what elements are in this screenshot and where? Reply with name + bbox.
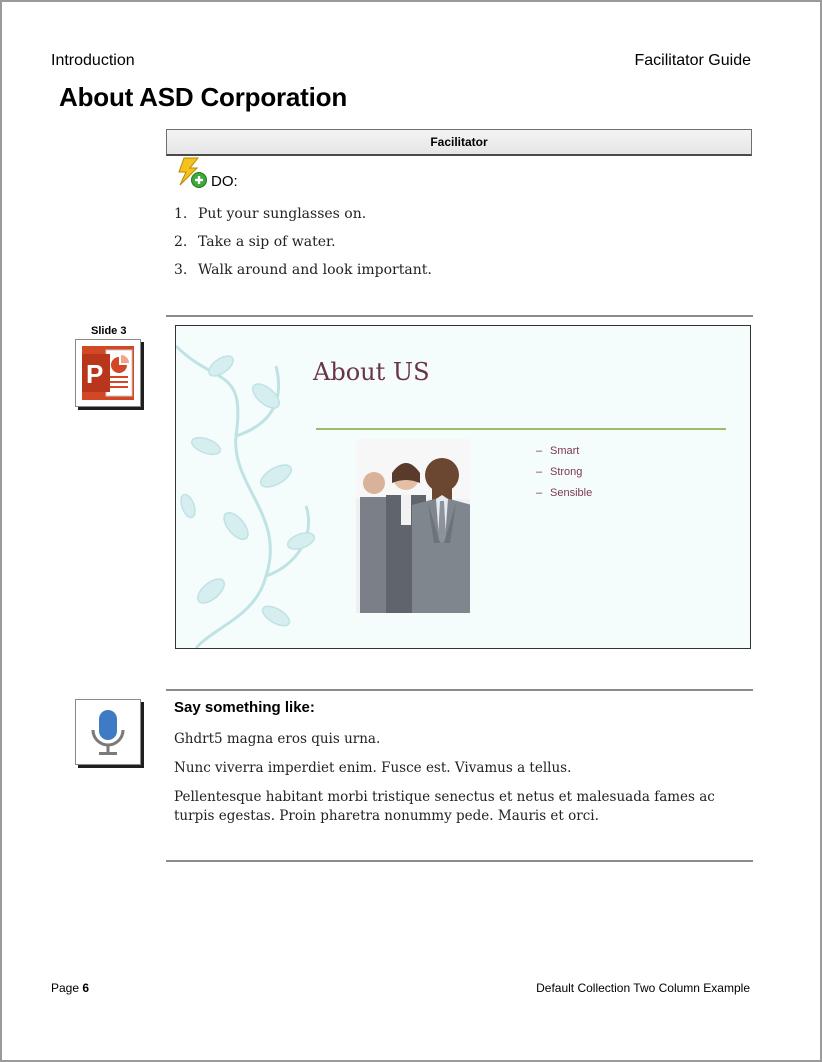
header-section: Introduction — [51, 52, 135, 69]
bullet-text: Sensible — [550, 487, 593, 499]
facilitator-bar: Facilitator — [166, 129, 752, 156]
say-paragraph: Nunc viverra imperdiet enim. Fusce est. Vivamus a tellus. — [174, 760, 572, 776]
section-divider — [166, 860, 753, 862]
step-text: Put your sunglasses on. — [198, 206, 367, 222]
step-number: 3. — [174, 262, 188, 278]
business-people-photo — [356, 439, 470, 613]
list-item — [174, 257, 432, 285]
bullet-text: Strong — [550, 466, 583, 478]
footer-page-label: Page — [51, 981, 80, 995]
floral-pattern — [176, 326, 326, 648]
say-paragraph: Ghdrt5 magna eros quis urna. — [174, 731, 381, 747]
footer-collection: Default Collection Two Column Example — [536, 981, 750, 995]
list-item — [174, 201, 432, 229]
slide-bullets — [536, 441, 592, 504]
slide-rule — [316, 428, 726, 430]
slide-label: Slide 3 — [91, 325, 127, 337]
footer-page-number: 6 — [82, 981, 90, 995]
header-guide: Facilitator Guide — [634, 52, 751, 69]
list-item: – Smart — [536, 445, 580, 457]
page-title: About ASD Corporation — [59, 82, 348, 112]
step-number: 1. — [174, 206, 188, 222]
footer-page — [51, 981, 89, 995]
list-item — [174, 229, 432, 257]
say-body — [174, 730, 744, 836]
lightning-plus-icon — [174, 157, 208, 189]
microphone-icon — [75, 699, 141, 765]
do-label: DO: — [211, 173, 238, 190]
list-item: – Strong — [536, 466, 583, 478]
section-divider — [166, 315, 753, 317]
step-text: Take a sip of water. — [198, 234, 336, 250]
powerpoint-icon — [75, 339, 141, 407]
microphone-glyph — [76, 700, 140, 764]
section-divider — [166, 689, 753, 691]
list-item: – Sensible — [536, 487, 593, 499]
slide-title: About US — [313, 358, 430, 386]
svg-text:P: P — [86, 359, 104, 389]
bullet-text: Smart — [550, 445, 580, 457]
powerpoint-glyph — [76, 340, 140, 406]
do-steps-list — [174, 201, 432, 285]
step-number: 2. — [174, 234, 188, 250]
step-text: Walk around and look important. — [198, 262, 432, 278]
say-paragraph: Pellentesque habitant morbi tristique senectus et netus et malesuada fames ac turpis egestas. Proin pharetra nonummy pede. Mauris et orci. — [174, 789, 715, 824]
slide-thumbnail — [175, 325, 751, 649]
say-heading: Say something like: — [174, 699, 315, 716]
people-illustration — [356, 439, 470, 613]
